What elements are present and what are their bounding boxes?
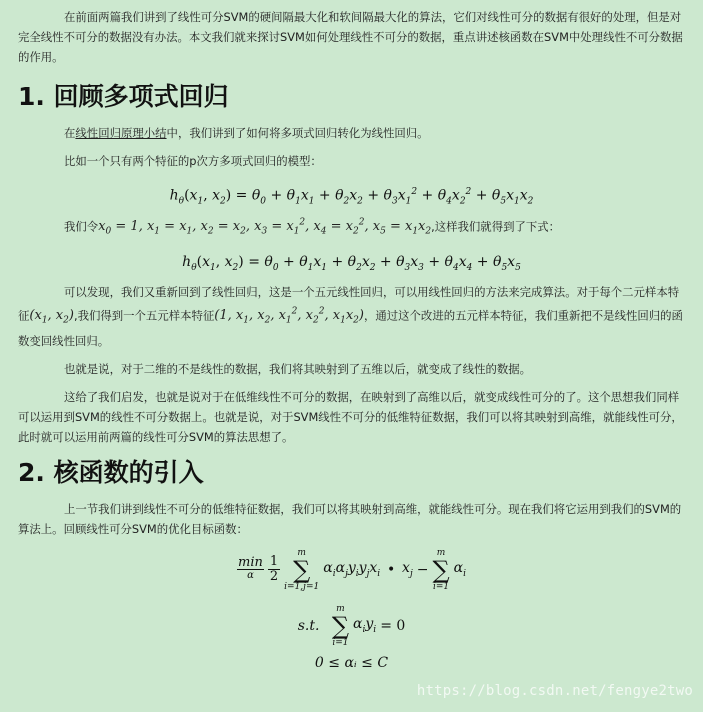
section-2-heading: 2. 核函数的引入 — [18, 457, 204, 487]
intro-paragraph: 在前面两篇我们讲到了线性可分SVM的硬间隔最大化和软间隔最大化的算法，它们对线性可分的数据有很好的处理，但是对完全线性不可分的数据没有办法。本文我们就来探讨SVM如何处理线性不可分的数据，重点讲述核函数在SVM中处理线性不可分数据的作用。 — [18, 10, 683, 64]
s1-paragraph-6: 这给了我们启发，也就是说对于在低维线性不可分的数据，在映射到了高维以后，就变成线性可分的了。这个思想我们同样可以运用到SVM的线性不可分数据上。也就是说，对于SVM线性不可分的低维特征数据，我们可以将其映射到高维，就能线性可分，此时就可以运用前两篇的线性可分SVM的算法思想了。 — [18, 389, 683, 444]
half-fraction: $\frac{1}{2}$ — [269, 554, 279, 585]
csdn-watermark: https://blog.csdn.net/fengye2two — [416, 683, 693, 699]
polynomial-model-formula: $h_\theta(x_1$, $x_2) = \theta_0 + \theta_1x_1 + \theta_2x_2 + \theta_3x_1^2 + \theta_4x_2^2 + \theta_5x_1x_2$ — [169, 187, 534, 207]
single-sum: m ∑ i=1 — [432, 547, 450, 592]
s1-paragraph-1: 在线性回归原理小结中，我们讲到了如何将多项式回归转化为线性回归。 — [64, 126, 429, 140]
substitution-math: $x_0 = 1$, $x_1 = x_1$, $x_2 = x_2$, $x_3 = x_1^2$, $x_4 = x_2^2$, $x_5 = x_1x_2$ — [98, 218, 432, 237]
svm-bound-constraint: 0 ≤ αᵢ ≤ C — [314, 654, 389, 671]
min-operator: min α — [238, 555, 263, 582]
linear-regression-link[interactable]: 线性回归原理小结 — [75, 126, 167, 140]
s1-paragraph-5: 也就是说，对于二维的不是线性的数据，我们将其映射到了五维以后，就变成了线性的数据。 — [64, 361, 532, 376]
s1-paragraph-4: 可以发现，我们又重新回到了线性回归，这是一个五元线性回归，可以用线性回归的方法来完成算法。对于每个二元样本特征($x_1$, $x_2$),我们得到一个五元样本特征(1, $x_1$, $x_2$, $x_1^2$, $x_2^2$, $x_1x_2$)，通过这个改进的五元样本特征，我们重新把不是线性回归的函数变回线性回归。 — [18, 284, 683, 348]
s1-paragraph-2: 比如一个只有两个特征的p次方多项式回归的模型： — [64, 154, 322, 168]
s1-paragraph-3: 我们令$x_0 = 1$, $x_1 = x_1$, $x_2 = x_2$, $x_3 = x_1^2$, $x_4 = x_2^2$, $x_5 = x_1x_2$,这样我们就得到了下式： — [64, 218, 561, 237]
svm-equality-constraint: s.t. m ∑ i=1 $\alpha_iy_i$ = 0 — [297, 603, 406, 648]
constraint-sum: m ∑ i=1 — [331, 603, 350, 648]
five-feature-math: (1, $x_1$, $x_2$, $x_1^2$, $x_2^2$, $x_1x_2$) — [214, 306, 364, 326]
two-feature-math: ($x_1$, $x_2$) — [29, 308, 74, 326]
svm-objective-formula: min α $\frac{1}{2}$ m ∑ i=1,j=1 $\alpha_i\alpha_jy_iy_jx_i$ • $x_j$ − m ∑ i=1 $\alpha_i$ — [238, 547, 466, 592]
s2-paragraph-1: 上一节我们讲到线性不可分的低维特征数据，我们可以将其映射到高维，就能线性可分。现在我们将它运用到我们的SVM的算法上。回顾线性可分SVM的优化目标函数： — [18, 501, 682, 536]
section-1-heading: 1. 回顾多项式回归 — [18, 82, 229, 111]
linear-model-formula: $h_\theta(x_1$, $x_2) = \theta_0 + \theta_1x_1 + \theta_2x_2 + \theta_3x_3 + \theta_4x_4 + \theta_5x_5$ — [182, 253, 521, 273]
double-sum: m ∑ i=1,j=1 — [284, 547, 320, 592]
